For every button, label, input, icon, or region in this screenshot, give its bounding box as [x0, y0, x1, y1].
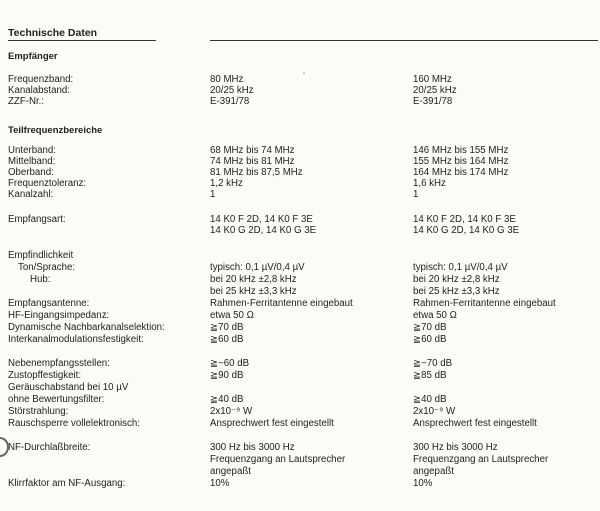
spec-value-80mhz: ≧70 dB	[210, 322, 244, 333]
spec-label: Empfangsart:	[8, 214, 66, 225]
spec-value-160mhz: 2x10⁻⁹ W	[413, 406, 456, 417]
spec-value-160mhz: ≧85 dB	[413, 370, 447, 381]
spec-label: Frequenzband:	[8, 74, 74, 85]
spec-label: Ton/Sprache:	[18, 262, 76, 273]
spec-value-160mhz: 10%	[413, 478, 433, 489]
spec-value-160mhz: angepaßt	[413, 466, 454, 477]
spec-value-80mhz: Rahmen-Ferritantenne eingebaut	[210, 298, 353, 309]
spec-value-160mhz: ≧60 dB	[413, 334, 447, 345]
paper-speck	[303, 72, 305, 74]
spec-label: Kanalabstand:	[8, 85, 70, 96]
spec-label: Rauschsperre vollelektronisch:	[8, 418, 140, 429]
spec-value-80mhz: 20/25 kHz	[210, 85, 254, 96]
spec-value-80mhz: Frequenzgang an Lautsprecher	[210, 454, 346, 465]
spec-value-160mhz: 160 MHz	[413, 74, 452, 85]
title-rule-left	[8, 40, 156, 41]
spec-value-80mhz: 10%	[210, 478, 230, 489]
spec-value-160mhz: Ansprechwert fest eingestellt	[413, 418, 537, 429]
spec-value-80mhz: etwa 50 Ω	[210, 310, 254, 321]
spec-label: Empfindlichkeit	[8, 250, 74, 261]
spec-label: Frequenztoleranz:	[8, 178, 87, 189]
spec-value-80mhz: 1	[210, 189, 216, 200]
spec-label: Zustopffestigkeit:	[8, 370, 82, 381]
spec-value-80mhz: 14 K0 G 2D, 14 K0 G 3E	[210, 225, 317, 236]
spec-label: Empfangsantenne:	[8, 298, 90, 309]
spec-value-160mhz: 14 K0 F 2D, 14 K0 F 3E	[413, 214, 516, 225]
spec-value-160mhz: ≧40 dB	[413, 394, 447, 405]
binder-hole-mark	[0, 437, 9, 457]
spec-value-80mhz: 80 MHz	[210, 74, 244, 85]
spec-label: Klirrfaktor am NF-Ausgang:	[8, 478, 126, 489]
spec-value-160mhz: 155 MHz bis 164 MHz	[413, 156, 509, 167]
spec-value-80mhz: ≧−60 dB	[210, 358, 250, 369]
spec-value-80mhz: bei 25 kHz ±3,3 kHz	[210, 286, 297, 297]
spec-value-160mhz: 164 MHz bis 174 MHz	[413, 167, 509, 178]
spec-label: Mittelband:	[8, 156, 56, 167]
spec-value-80mhz: 1,2 kHz	[210, 178, 243, 189]
spec-label: Hub:	[30, 274, 51, 285]
spec-label: Interkanalmodulationsfestigkeit:	[8, 334, 144, 345]
spec-value-80mhz: ≧90 dB	[210, 370, 244, 381]
spec-label: ZZF-Nr.:	[8, 96, 45, 107]
spec-value-160mhz: 1,6 kHz	[413, 178, 446, 189]
spec-value-160mhz: 14 K0 G 2D, 14 K0 G 3E	[413, 225, 520, 236]
spec-value-80mhz: ≧60 dB	[210, 334, 244, 345]
spec-label: HF-Eingangsimpedanz:	[8, 310, 110, 321]
spec-value-160mhz: etwa 50 Ω	[413, 310, 457, 321]
spec-value-160mhz: 1	[413, 189, 419, 200]
spec-value-160mhz: bei 25 kHz ±3,3 kHz	[413, 286, 500, 297]
top-cut-text	[10, 0, 570, 5]
spec-label: NF-Durchlaßbreite:	[8, 442, 91, 453]
spec-label: Störstrahlung:	[8, 406, 69, 417]
spec-label: Nebenempfangsstellen:	[8, 358, 110, 369]
spec-value-160mhz: ≧−70 dB	[413, 358, 453, 369]
spec-value-80mhz: bei 20 kHz ±2,8 kHz	[210, 274, 297, 285]
spec-value-160mhz: bei 20 kHz ±2,8 kHz	[413, 274, 500, 285]
spec-value-160mhz: Rahmen-Ferritantenne eingebaut	[413, 298, 556, 309]
spec-value-160mhz: E-391/78	[413, 96, 453, 107]
spec-value-80mhz: 2x10⁻⁹ W	[210, 406, 253, 417]
spec-value-160mhz: 146 MHz bis 155 MHz	[413, 145, 509, 156]
spec-value-160mhz: Frequenzgang an Lautsprecher	[413, 454, 549, 465]
spec-label: Oberband:	[8, 167, 54, 178]
spec-label: Unterband:	[8, 145, 56, 156]
section-teilfrequenzbereiche: Teilfrequenzbereiche	[8, 125, 103, 136]
spec-value-80mhz: ≧40 dB	[210, 394, 244, 405]
spec-value-80mhz: 68 MHz bis 74 MHz	[210, 145, 295, 156]
spec-value-80mhz: 81 MHz bis 87,5 MHz	[210, 167, 303, 178]
page-title: Technische Daten	[8, 27, 98, 39]
section-empfaenger: Empfänger	[8, 51, 58, 62]
spec-label: ohne Bewertungsfilter:	[8, 394, 105, 405]
spec-value-80mhz: 14 K0 F 2D, 14 K0 F 3E	[210, 214, 313, 225]
spec-value-160mhz: 20/25 kHz	[413, 85, 457, 96]
spec-value-80mhz: 74 MHz bis 81 MHz	[210, 156, 295, 167]
spec-value-160mhz: ≧70 dB	[413, 322, 447, 333]
spec-value-80mhz: angepaßt	[210, 466, 251, 477]
spec-value-80mhz: typisch: 0,1 µV/0,4 µV	[210, 262, 305, 273]
spec-label: Kanalzahl:	[8, 189, 54, 200]
spec-value-80mhz: E-391/78	[210, 96, 250, 107]
spec-value-80mhz: Ansprechwert fest eingestellt	[210, 418, 334, 429]
spec-label: Geräuschabstand bei 10 µV	[8, 382, 129, 393]
spec-value-80mhz: 300 Hz bis 3000 Hz	[210, 442, 295, 453]
title-rule-right	[210, 40, 598, 41]
spec-value-160mhz: typisch: 0,1 µV/0,4 µV	[413, 262, 508, 273]
spec-label: Dynamische Nachbarkanalselektion:	[8, 322, 165, 333]
spec-value-160mhz: 300 Hz bis 3000 Hz	[413, 442, 498, 453]
